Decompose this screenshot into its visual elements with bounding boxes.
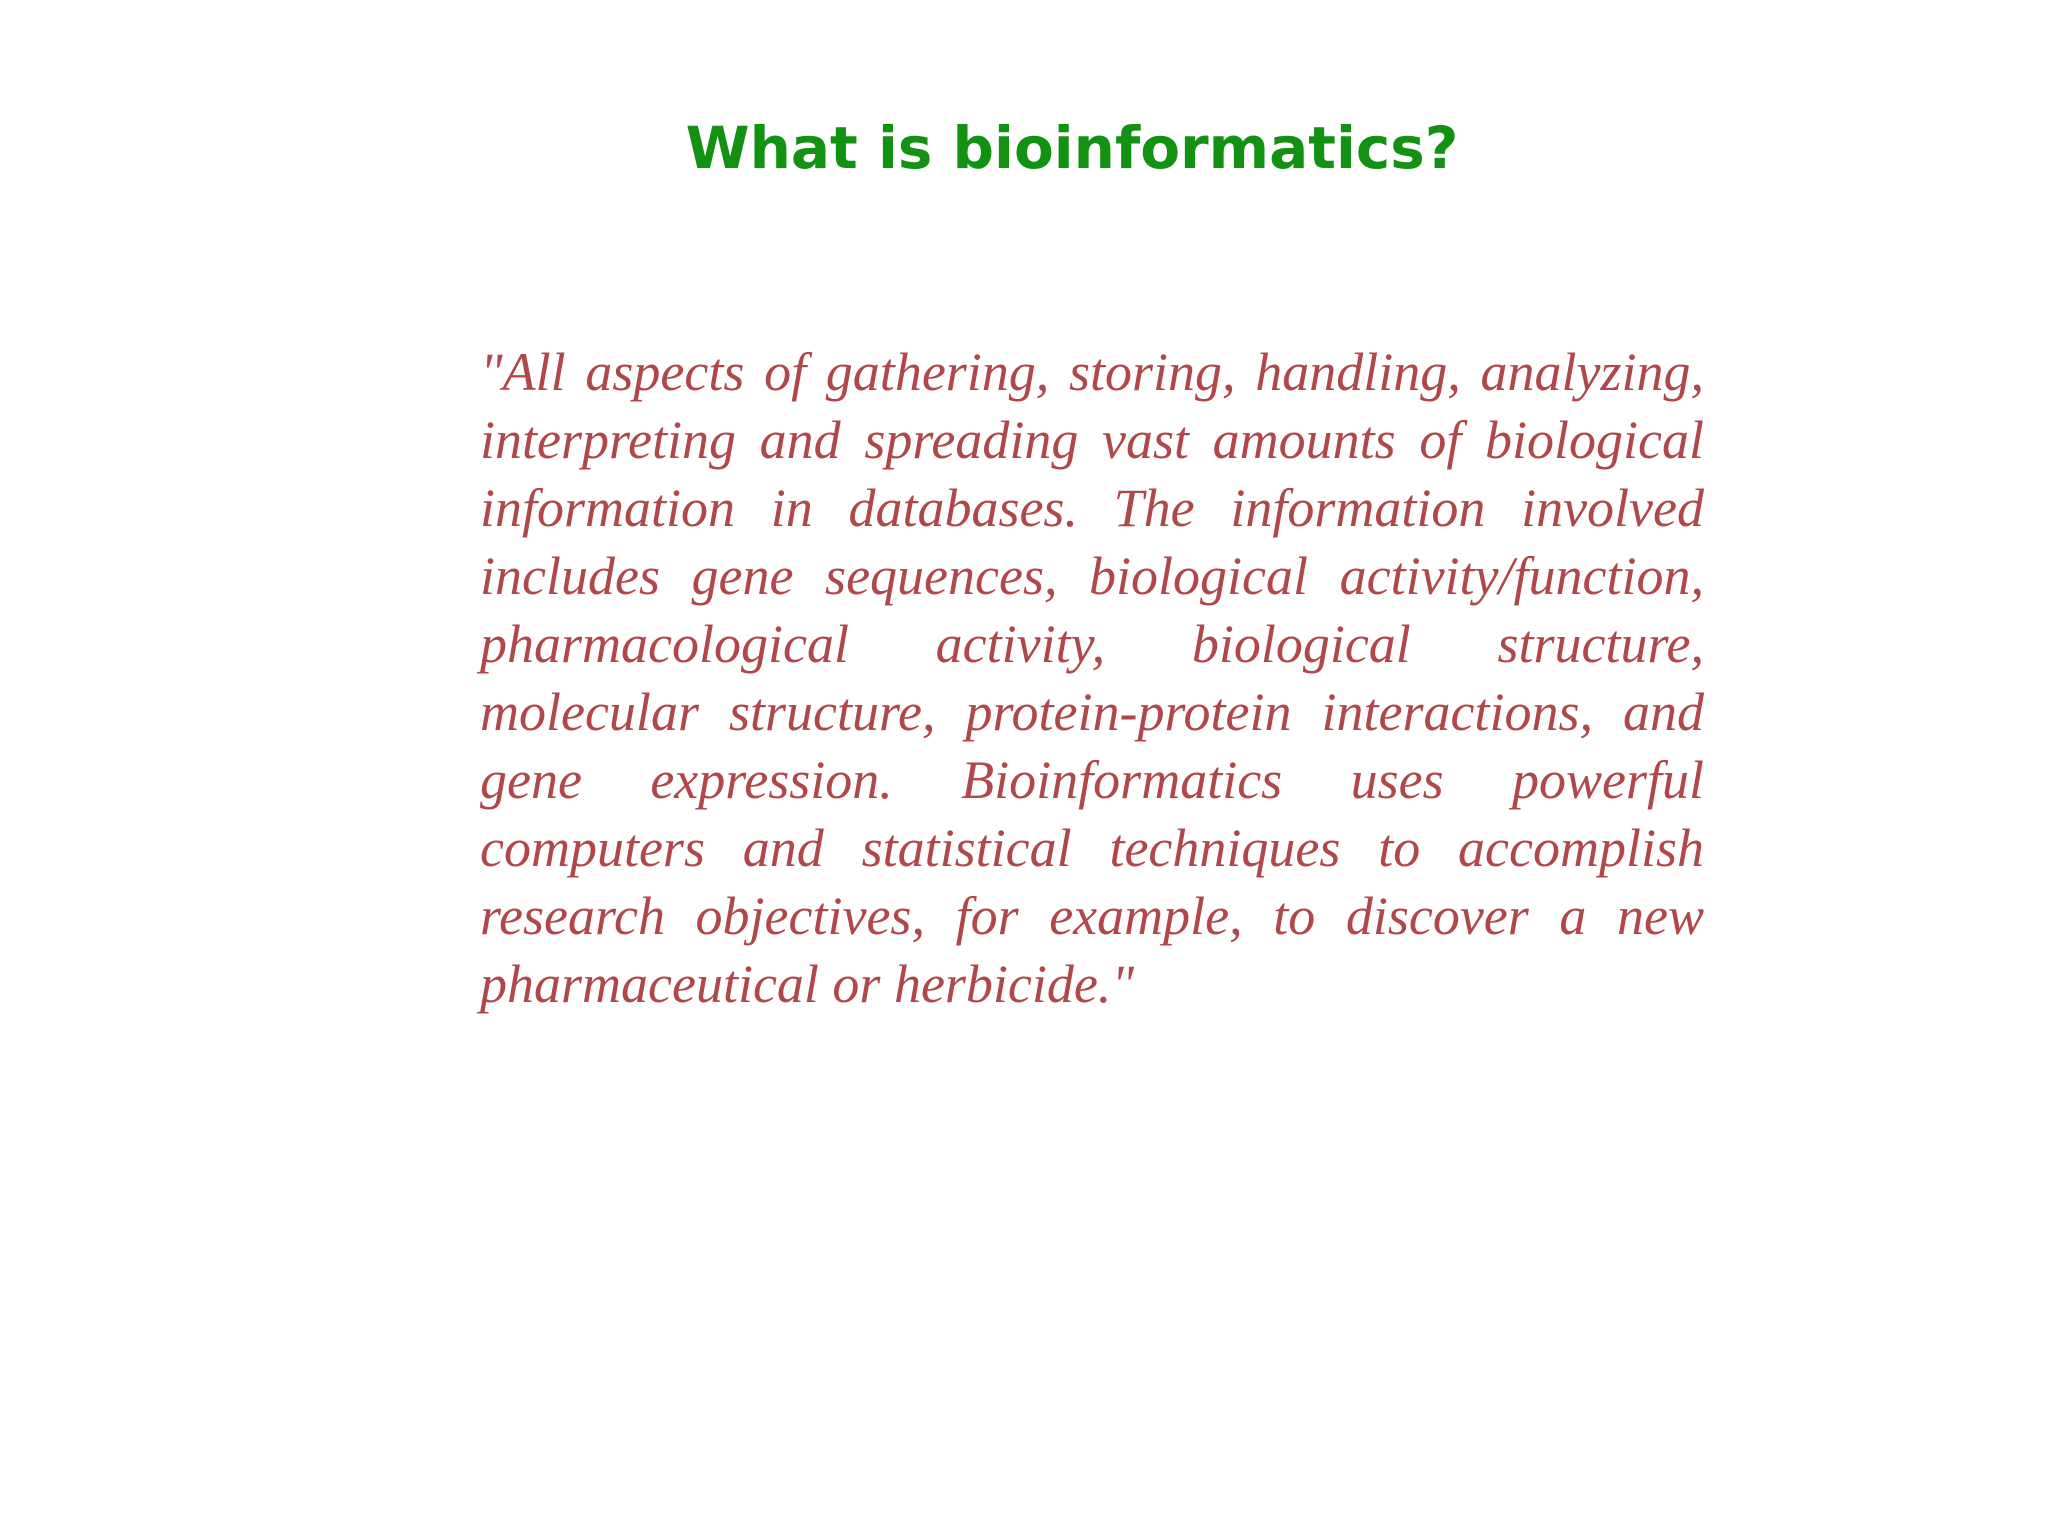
definition-quote: "All aspects of gathering, storing, handling, analyzing, interpreting and spreading vast amounts of biological information in databases. The information involved includes gene sequences, biological activity/function, pharmacological activity, biological structure, molecular structure, protein-protein interactions, and gene expression. Bioinformatics uses powerful computers and statistical techniques to accomplish research objectives, for example, to discover a new pharmaceutical or herbicide."	[480, 342, 1704, 1014]
slide-title: What is bioinformatics?	[685, 114, 1459, 182]
